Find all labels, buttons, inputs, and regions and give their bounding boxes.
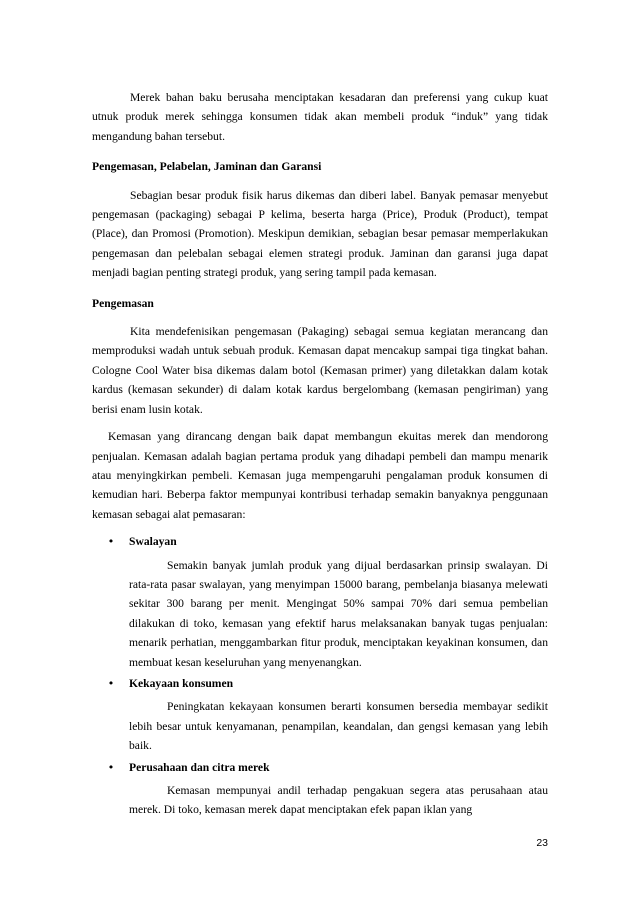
section-paragraph: Sebagian besar produk fisik harus dikemas dan diberi label. Banyak pemasar menyebut pengemasan (packaging) sebagai P kelima, beserta harga (Price), Produk (Product), tempat (Place), dan Promosi (Promotion). Meskipun demikian, sebagian besar pemasar memperlakukan pengemasan dan pelebalan sebagai elemen strategi produk. Jaminan dan garansi juga dapat menjadi bagian penting strategi produk, yang sering tampil pada kemasan. xyxy=(92,188,548,280)
bullet-title: Kekayaan konsumen xyxy=(129,676,234,690)
bullet-icon: • xyxy=(107,760,115,774)
bullet-list xyxy=(92,532,548,820)
bullet-body: Semakin banyak jumlah produk yang dijual berdasarkan prinsip swalayan. Di rata-rata pasar swalayan, yang menyimpan 15000 barang, pembelanja biasanya melewati sekitar 300 barang per menit. Mengingat 50% sampai 70% dari semua pembelian dilakukan di toko, kemasan yang efektif harus melaksanakan banyak tugas penjualan: menarik perhatian, menggambarkan fitur produk, menciptakan keyakinan konsumen, dan membuat kesan keseluruhan yang menyenangkan. xyxy=(129,558,548,669)
subsection-paragraph-2: Kemasan yang dirancang dengan baik dapat membangun ekuitas merek dan mendorong penjualan. Kemasan adalah bagian pertama produk yang dihadapi pembeli dan mampu menarik atau menyingkirkan pembeli. Kemasan juga mempengaruhi pengalaman produk konsumen di kemudian hari. Beberpa faktor mempunyai kontribusi terhadap semakin banyaknya penggunaan kemasan sebagai alat pemasaran: xyxy=(92,430,548,521)
intro-paragraph: Merek bahan baku berusaha menciptakan kesadaran dan preferensi yang cukup kuat utnuk produk merek sehingga konsumen tidak akan membeli produk “induk” yang tidak mengandung bahan tersebut. xyxy=(92,91,548,143)
bullet-title: Perusahaan dan citra merek xyxy=(129,760,270,774)
list-item xyxy=(92,758,548,820)
subsection-heading: Pengemasan xyxy=(92,296,154,310)
bullet-body: Peningkatan kekayaan konsumen berarti konsumen bersedia membayar sedikit lebih besar untuk kenyamanan, penampilan, keandalan, dan gengsi kemasan yang lebih baik. xyxy=(129,700,548,753)
page-content xyxy=(92,88,548,822)
page-number: 23 xyxy=(536,837,548,849)
list-item xyxy=(92,532,548,672)
list-item xyxy=(92,674,548,756)
bullet-title: Swalayan xyxy=(129,535,177,549)
bullet-body: Kemasan mempunyai andil terhadap pengakuan segera atas perusahaan atau merek. Di toko, kemasan merek dapat menciptakan efek papan iklan yang xyxy=(129,784,548,817)
bullet-icon: • xyxy=(107,535,115,549)
subsection-paragraph-1: Kita mendefenisikan pengemasan (Pakaging) sebagai semua kegiatan merancang dan memproduksi wadah untuk sebuah produk. Kemasan dapat mencakup sampai tiga tingkat bahan. Cologne Cool Water bisa dikemas dalam botol (Kemasan primer) yang diletakkan dalam kotak kardus (kemasan sekunder) di dalam kotak kardus bergelombang (kemasan pengiriman) yang berisi enam lusin kotak. xyxy=(92,325,548,416)
bullet-icon: • xyxy=(107,676,115,690)
section-heading: Pengemasan, Pelabelan, Jaminan dan Garansi xyxy=(92,160,322,174)
